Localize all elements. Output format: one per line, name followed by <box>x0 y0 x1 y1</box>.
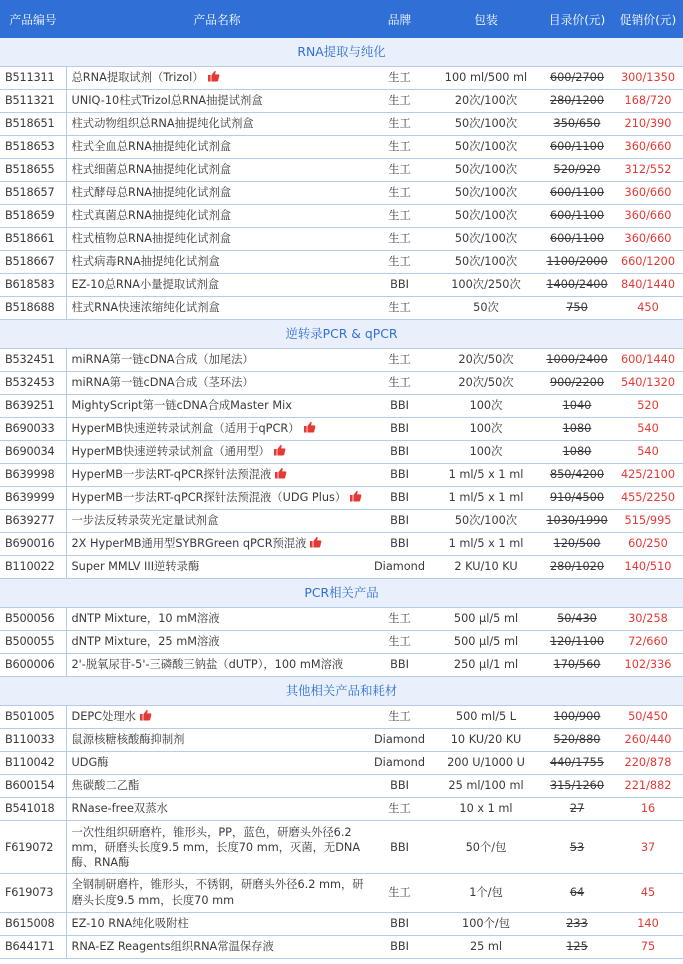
product-name-text: DEPC处理水 <box>71 710 136 723</box>
product-name <box>66 608 368 631</box>
table-row <box>0 67 683 90</box>
product-name-text: 一次性组织研磨杵，锥形头，PP，蓝色，研磨头外径6.2 mm，研磨头长度9.5 mm，长度70 mm，灭菌，无DNA酶、RNA酶 <box>71 825 361 869</box>
product-name <box>66 729 368 752</box>
promo-price: 16 <box>613 798 683 821</box>
product-name-text: MightyScript第一链cDNA合成Master Mix <box>71 399 292 412</box>
product-pack: 20次/50次 <box>431 349 541 372</box>
list-price: 520/920 <box>541 159 613 182</box>
product-name-text: 柱式细菌总RNA抽提纯化试剂盒 <box>71 163 232 176</box>
product-code: B532453 <box>0 372 66 395</box>
product-code: B518653 <box>0 136 66 159</box>
product-code: B518667 <box>0 251 66 274</box>
table-row <box>0 608 683 631</box>
table-row <box>0 913 683 936</box>
promo-price: 75 <box>613 936 683 959</box>
product-code: B110033 <box>0 729 66 752</box>
header-pack: 包装 <box>431 0 541 38</box>
product-name <box>66 487 368 510</box>
product-pack: 50次 <box>431 297 541 320</box>
product-pack: 1 ml/5 x 1 ml <box>431 487 541 510</box>
list-price: 1030/1990 <box>541 510 613 533</box>
product-name-text: RNase-free双蒸水 <box>71 802 168 815</box>
product-name-text: HyperMB一步法RT-qPCR探针法预混液（UDG Plus） <box>71 491 347 504</box>
product-name <box>66 349 368 372</box>
list-price: 1080 <box>541 441 613 464</box>
product-name-text: 柱式真菌总RNA抽提纯化试剂盒 <box>71 209 232 222</box>
table-row <box>0 274 683 297</box>
section-header <box>0 320 683 349</box>
product-name <box>66 205 368 228</box>
list-price: 280/1200 <box>541 90 613 113</box>
product-name <box>66 464 368 487</box>
promo-price: 455/2250 <box>613 487 683 510</box>
product-brand: BBI <box>368 936 431 959</box>
list-price: 1400/2400 <box>541 274 613 297</box>
product-brand: 生工 <box>368 349 431 372</box>
product-code: B644171 <box>0 936 66 959</box>
product-code: B618583 <box>0 274 66 297</box>
list-price: 233 <box>541 913 613 936</box>
promo-price: 540 <box>613 441 683 464</box>
promo-price: 540/1320 <box>613 372 683 395</box>
list-price: 1000/2400 <box>541 349 613 372</box>
thumbs-up-icon <box>349 490 362 502</box>
product-name-text: dNTP Mixture，25 mM溶液 <box>71 635 220 648</box>
product-brand: 生工 <box>368 631 431 654</box>
list-price: 600/1100 <box>541 205 613 228</box>
product-name-text: 鼠源核糖核酸酶抑制剂 <box>71 733 185 746</box>
promo-price: 360/660 <box>613 205 683 228</box>
product-code: F619072 <box>0 821 66 874</box>
product-code: B501005 <box>0 706 66 729</box>
product-name-text: miRNA第一链cDNA合成（加尾法） <box>71 353 254 366</box>
list-price: 120/500 <box>541 533 613 556</box>
promo-price: 360/660 <box>613 182 683 205</box>
table-row <box>0 90 683 113</box>
product-name-text: HyperMB快速逆转录试剂盒（适用于qPCR） <box>71 422 300 435</box>
product-brand: BBI <box>368 510 431 533</box>
product-brand: BBI <box>368 418 431 441</box>
product-pack: 50次/100次 <box>431 228 541 251</box>
product-pack: 1个/包 <box>431 874 541 913</box>
table-row <box>0 372 683 395</box>
product-code: B518657 <box>0 182 66 205</box>
promo-price: 300/1350 <box>613 67 683 90</box>
product-name-text: EZ-10总RNA小量提取试剂盒 <box>71 278 220 291</box>
product-brand: 生工 <box>368 706 431 729</box>
list-price: 600/1100 <box>541 228 613 251</box>
list-price: 170/560 <box>541 654 613 677</box>
product-name <box>66 936 368 959</box>
table-row <box>0 556 683 579</box>
product-name-text: 焦碳酸二乙酯 <box>71 779 140 792</box>
product-name <box>66 441 368 464</box>
list-price: 600/1100 <box>541 136 613 159</box>
product-pack: 100 ml/500 ml <box>431 67 541 90</box>
product-pack: 100次/250次 <box>431 274 541 297</box>
list-price: 600/2700 <box>541 67 613 90</box>
product-name <box>66 395 368 418</box>
promo-price: 140 <box>613 913 683 936</box>
product-brand: 生工 <box>368 251 431 274</box>
product-name <box>66 821 368 874</box>
list-price: 1040 <box>541 395 613 418</box>
product-name-text: 全钢制研磨杵，锥形头，不锈钢，研磨头外径6.2 mm，研磨头长度9.5 mm，长度70 mm <box>71 878 364 907</box>
product-pack: 50次/100次 <box>431 136 541 159</box>
header-promo-price: 促销价(元) <box>613 0 683 38</box>
product-brand: 生工 <box>368 874 431 913</box>
promo-price: 360/660 <box>613 136 683 159</box>
product-code: B500055 <box>0 631 66 654</box>
promo-price: 37 <box>613 821 683 874</box>
product-code: B639277 <box>0 510 66 533</box>
table-row <box>0 113 683 136</box>
table-row <box>0 510 683 533</box>
product-brand: Diamond <box>368 752 431 775</box>
list-price: 315/1260 <box>541 775 613 798</box>
product-brand: 生工 <box>368 205 431 228</box>
product-name <box>66 654 368 677</box>
thumbs-up-icon <box>273 444 286 456</box>
product-pack: 25 ml <box>431 936 541 959</box>
product-name <box>66 775 368 798</box>
product-code: B518688 <box>0 297 66 320</box>
product-name <box>66 297 368 320</box>
list-price: 900/2200 <box>541 372 613 395</box>
product-brand: 生工 <box>368 182 431 205</box>
section-header <box>0 677 683 706</box>
product-pack: 500 µl/5 ml <box>431 608 541 631</box>
section-header <box>0 579 683 608</box>
list-price: 1100/2000 <box>541 251 613 274</box>
product-brand: 生工 <box>368 67 431 90</box>
product-pack: 50次/100次 <box>431 159 541 182</box>
product-name-text: dNTP Mixture，10 mM溶液 <box>71 612 220 625</box>
product-pack: 100个/包 <box>431 913 541 936</box>
product-code: B500056 <box>0 608 66 631</box>
product-name-text: HyperMB快速逆转录试剂盒（通用型） <box>71 445 270 458</box>
promo-price: 140/510 <box>613 556 683 579</box>
section-header <box>0 38 683 67</box>
promo-price: 102/336 <box>613 654 683 677</box>
product-brand: 生工 <box>368 372 431 395</box>
product-pack: 50次/100次 <box>431 182 541 205</box>
list-price: 125 <box>541 936 613 959</box>
table-row <box>0 874 683 913</box>
product-name-text: 2X HyperMB通用型SYBRGreen qPCR预混液 <box>71 537 307 550</box>
product-code: B600006 <box>0 654 66 677</box>
product-brand: BBI <box>368 775 431 798</box>
product-pack: 100次 <box>431 441 541 464</box>
product-brand: BBI <box>368 654 431 677</box>
product-name-text: RNA-EZ Reagents组织RNA常温保存液 <box>71 940 274 953</box>
list-price: 100/900 <box>541 706 613 729</box>
product-code: B518651 <box>0 113 66 136</box>
product-code: B110022 <box>0 556 66 579</box>
product-name-text: 柱式植物总RNA抽提纯化试剂盒 <box>71 232 232 245</box>
product-name-text: 总RNA提取试剂（Trizol） <box>71 71 204 84</box>
product-code: B639999 <box>0 487 66 510</box>
promo-price: 312/552 <box>613 159 683 182</box>
product-pack: 200 U/1000 U <box>431 752 541 775</box>
table-row <box>0 706 683 729</box>
product-name <box>66 159 368 182</box>
promo-price: 515/995 <box>613 510 683 533</box>
section-title: RNA提取与纯化 <box>0 38 683 67</box>
table-row <box>0 136 683 159</box>
product-name-text: miRNA第一链cDNA合成（茎环法） <box>71 376 254 389</box>
promo-price: 260/440 <box>613 729 683 752</box>
promo-price: 30/258 <box>613 608 683 631</box>
product-name <box>66 798 368 821</box>
product-code: F619073 <box>0 874 66 913</box>
table-row <box>0 821 683 874</box>
header-code: 产品编号 <box>0 0 66 38</box>
table-row <box>0 729 683 752</box>
promo-price: 220/878 <box>613 752 683 775</box>
product-pack: 10 x 1 ml <box>431 798 541 821</box>
product-name-text: 柱式病毒RNA抽提纯化试剂盒 <box>71 255 220 268</box>
header-name: 产品名称 <box>66 0 368 38</box>
table-header <box>0 0 683 38</box>
product-name <box>66 251 368 274</box>
product-code: B639998 <box>0 464 66 487</box>
header-brand: 品牌 <box>368 0 431 38</box>
table-row <box>0 464 683 487</box>
product-name <box>66 556 368 579</box>
list-price: 280/1020 <box>541 556 613 579</box>
table-row <box>0 798 683 821</box>
table-row <box>0 205 683 228</box>
product-pack: 50次/100次 <box>431 205 541 228</box>
product-name-text: 柱式RNA快速浓缩纯化试剂盒 <box>71 301 220 314</box>
product-brand: Diamond <box>368 556 431 579</box>
product-name <box>66 372 368 395</box>
product-brand: 生工 <box>368 798 431 821</box>
list-price: 520/880 <box>541 729 613 752</box>
product-pack: 50个/包 <box>431 821 541 874</box>
product-code: B532451 <box>0 349 66 372</box>
promo-price: 221/882 <box>613 775 683 798</box>
product-name-text: Super MMLV III逆转录酶 <box>71 560 200 573</box>
list-price: 53 <box>541 821 613 874</box>
thumbs-up-icon <box>274 467 287 479</box>
section-title: 其他相关产品和耗材 <box>0 677 683 706</box>
table-row <box>0 631 683 654</box>
product-name <box>66 533 368 556</box>
product-name <box>66 182 368 205</box>
promo-price: 72/660 <box>613 631 683 654</box>
product-name <box>66 418 368 441</box>
header-list-price: 目录价(元) <box>541 0 613 38</box>
product-brand: 生工 <box>368 90 431 113</box>
product-pack: 2 KU/10 KU <box>431 556 541 579</box>
promo-price: 540 <box>613 418 683 441</box>
list-price: 120/1100 <box>541 631 613 654</box>
thumbs-up-icon <box>303 421 316 433</box>
promo-price: 450 <box>613 297 683 320</box>
product-code: B690016 <box>0 533 66 556</box>
product-name-text: UNIQ-10柱式Trizol总RNA抽提试剂盒 <box>71 94 263 107</box>
list-price: 910/4500 <box>541 487 613 510</box>
section-title: PCR相关产品 <box>0 579 683 608</box>
product-code: B690033 <box>0 418 66 441</box>
promo-price: 520 <box>613 395 683 418</box>
thumbs-up-icon <box>309 536 322 548</box>
product-name-text: 柱式动物组织总RNA抽提纯化试剂盒 <box>71 117 254 130</box>
product-pack: 250 µl/1 ml <box>431 654 541 677</box>
product-brand: BBI <box>368 821 431 874</box>
table-row <box>0 487 683 510</box>
list-price: 600/1100 <box>541 182 613 205</box>
product-pack: 500 ml/5 L <box>431 706 541 729</box>
product-pack: 50次/100次 <box>431 251 541 274</box>
table-row <box>0 228 683 251</box>
product-name <box>66 113 368 136</box>
product-name <box>66 67 368 90</box>
product-name-text: HyperMB一步法RT-qPCR探针法预混液 <box>71 468 272 481</box>
product-name <box>66 706 368 729</box>
product-name <box>66 874 368 913</box>
table-row <box>0 775 683 798</box>
product-pack: 25 ml/100 ml <box>431 775 541 798</box>
thumbs-up-icon <box>139 709 152 721</box>
product-name <box>66 631 368 654</box>
thumbs-up-icon <box>207 70 220 82</box>
product-brand: BBI <box>368 274 431 297</box>
product-brand: BBI <box>368 487 431 510</box>
promo-price: 168/720 <box>613 90 683 113</box>
list-price: 850/4200 <box>541 464 613 487</box>
table-row <box>0 654 683 677</box>
product-pack: 500 µl/5 ml <box>431 631 541 654</box>
promo-price: 425/2100 <box>613 464 683 487</box>
promo-price: 360/660 <box>613 228 683 251</box>
product-name <box>66 274 368 297</box>
product-pack: 20次/50次 <box>431 372 541 395</box>
list-price: 750 <box>541 297 613 320</box>
product-name <box>66 752 368 775</box>
product-pack: 1 ml/5 x 1 ml <box>431 533 541 556</box>
table-row <box>0 349 683 372</box>
table-row <box>0 441 683 464</box>
product-name <box>66 228 368 251</box>
product-brand: 生工 <box>368 608 431 631</box>
product-code: B690034 <box>0 441 66 464</box>
list-price: 1080 <box>541 418 613 441</box>
product-code: B518661 <box>0 228 66 251</box>
product-brand: BBI <box>368 533 431 556</box>
product-code: B511321 <box>0 90 66 113</box>
product-name <box>66 510 368 533</box>
product-code: B518659 <box>0 205 66 228</box>
product-code: B600154 <box>0 775 66 798</box>
product-name <box>66 913 368 936</box>
product-brand: BBI <box>368 395 431 418</box>
promo-price: 45 <box>613 874 683 913</box>
product-name <box>66 90 368 113</box>
product-name <box>66 136 368 159</box>
list-price: 440/1755 <box>541 752 613 775</box>
promo-price: 50/450 <box>613 706 683 729</box>
promo-price: 660/1200 <box>613 251 683 274</box>
product-code: B639251 <box>0 395 66 418</box>
promo-price: 600/1440 <box>613 349 683 372</box>
table-row <box>0 251 683 274</box>
promo-price: 60/250 <box>613 533 683 556</box>
product-brand: Diamond <box>368 729 431 752</box>
section-title: 逆转录PCR & qPCR <box>0 320 683 349</box>
product-brand: BBI <box>368 913 431 936</box>
product-name-text: UDG酶 <box>71 756 109 769</box>
product-code: B511311 <box>0 67 66 90</box>
table-row <box>0 182 683 205</box>
product-brand: 生工 <box>368 136 431 159</box>
promo-price: 840/1440 <box>613 274 683 297</box>
product-name-text: 一步法反转录荧光定量试剂盒 <box>71 514 219 527</box>
table-row <box>0 395 683 418</box>
product-pack: 20次/100次 <box>431 90 541 113</box>
list-price: 50/430 <box>541 608 613 631</box>
table-row <box>0 297 683 320</box>
product-brand: 生工 <box>368 113 431 136</box>
product-brand: BBI <box>368 464 431 487</box>
product-pack: 50次/100次 <box>431 510 541 533</box>
table-row <box>0 533 683 556</box>
product-name-text: 柱式酵母总RNA抽提纯化试剂盒 <box>71 186 232 199</box>
product-brand: BBI <box>368 441 431 464</box>
list-price: 64 <box>541 874 613 913</box>
product-pack: 1 ml/5 x 1 ml <box>431 464 541 487</box>
product-pack: 50次/100次 <box>431 113 541 136</box>
product-pack: 100次 <box>431 418 541 441</box>
product-code: B615008 <box>0 913 66 936</box>
product-pack: 100次 <box>431 395 541 418</box>
product-name-text: 柱式全血总RNA抽提纯化试剂盒 <box>71 140 232 153</box>
product-pack: 10 KU/20 KU <box>431 729 541 752</box>
promo-price: 210/390 <box>613 113 683 136</box>
product-code: B541018 <box>0 798 66 821</box>
product-code: B110042 <box>0 752 66 775</box>
list-price: 350/650 <box>541 113 613 136</box>
table-body <box>0 38 683 959</box>
table-row <box>0 752 683 775</box>
table-row <box>0 418 683 441</box>
product-code: B518655 <box>0 159 66 182</box>
list-price: 27 <box>541 798 613 821</box>
product-brand: 生工 <box>368 159 431 182</box>
table-row <box>0 159 683 182</box>
product-name-text: 2'-脱氧尿苷-5'-三磷酸三钠盐（dUTP），100 mM溶液 <box>71 658 344 671</box>
table-row <box>0 936 683 959</box>
product-brand: 生工 <box>368 297 431 320</box>
product-name-text: EZ-10 RNA纯化吸附柱 <box>71 917 189 930</box>
product-brand: 生工 <box>368 228 431 251</box>
